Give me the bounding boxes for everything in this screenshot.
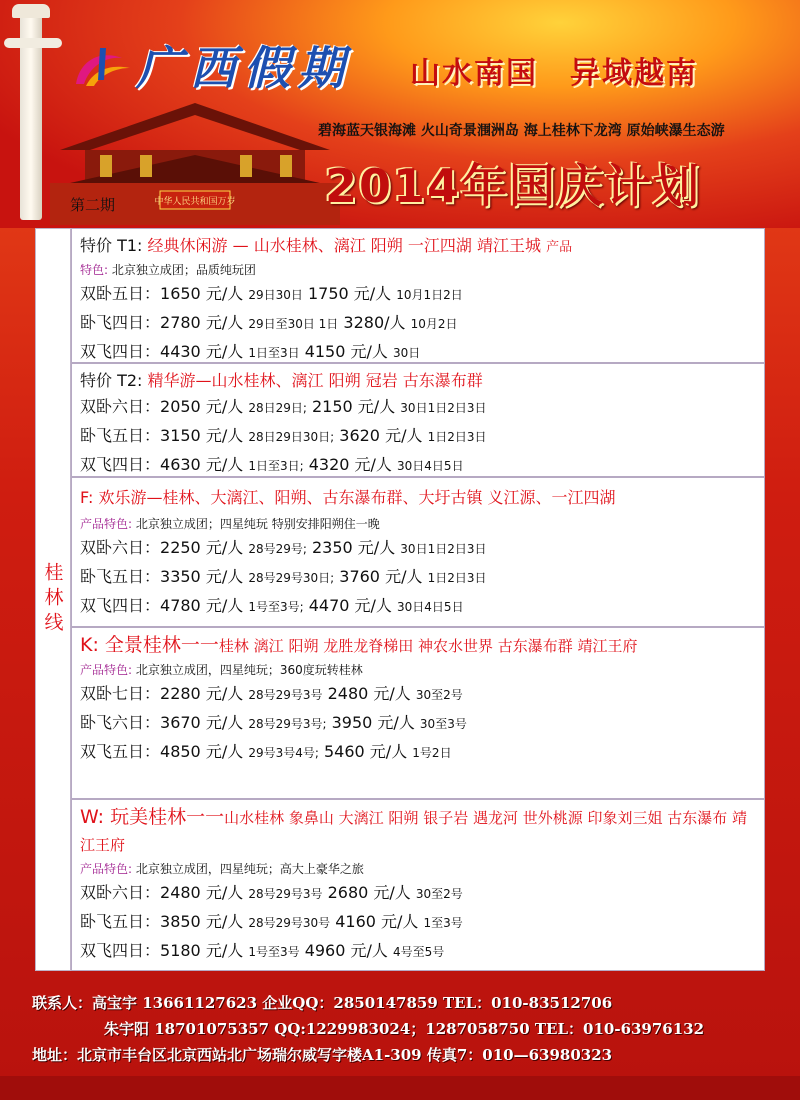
price-field: 1650 元/人 xyxy=(160,284,244,303)
gate-banner-text: 中华人民共和国万岁 xyxy=(154,197,236,207)
price-row xyxy=(80,680,758,709)
price-field: 30至2号 xyxy=(415,887,463,901)
price-field: 卧飞六日： xyxy=(80,713,161,732)
price-field: 1750 元/人 xyxy=(307,284,392,303)
price-row xyxy=(80,451,758,480)
address-row: 地址：北京市丰台区北京西站北广场瑞尔威写字楼A1-309 传真7：010—63980323 xyxy=(32,1046,613,1064)
price-field: 2350 元/人 xyxy=(312,538,396,557)
price-field: 29号3号4号; xyxy=(248,746,319,760)
plan-name: 精华游—山水桂林、漓江 阳朔 冠岩 古东瀑布群 xyxy=(147,371,483,390)
price-row xyxy=(80,280,758,309)
price-field: 30至3号 xyxy=(419,717,467,731)
price-field: 双飞四日： xyxy=(80,342,161,361)
plan-title xyxy=(80,368,758,393)
price-field: 28号29号; xyxy=(248,542,307,556)
price-field: 1日2日3日 xyxy=(427,571,487,585)
contact-footer xyxy=(32,990,792,1068)
price-field: 28日29日30日; xyxy=(248,430,335,444)
feature-text: 北京独立成团，四星纯玩；高大上豪华之旅 xyxy=(135,862,364,876)
plan-title xyxy=(80,632,758,660)
plan-title-tail: 产品 xyxy=(546,240,573,255)
price-field: 2480 元/人 xyxy=(327,684,411,703)
plan-feature xyxy=(80,260,758,280)
plan-title: F: 欢乐游—桂林、大漓江、阳朔、古东瀑布群、大圩古镇 义江源、一江四湖 xyxy=(80,488,616,507)
feature-text: 北京独立成团，四星纯玩；360度玩转桂林 xyxy=(135,663,363,677)
plan-card-t2 xyxy=(71,363,765,477)
price-field: 双飞四日： xyxy=(80,596,161,615)
price-field: 4960 元/人 xyxy=(304,941,388,960)
price-field: 1号至3号 xyxy=(248,945,300,959)
price-field: 卧飞五日： xyxy=(80,567,161,586)
plan-card-k xyxy=(71,627,765,799)
price-row xyxy=(80,592,758,621)
price-field: 4150 元/人 xyxy=(304,342,388,361)
price-field: 3760 元/人 xyxy=(339,567,423,586)
price-field: 双卧六日： xyxy=(80,883,161,902)
plan-name: 经典休闲游 — 山水桂林、漓江 阳朔 一江四湖 靖江王城 xyxy=(147,236,541,255)
price-row xyxy=(80,937,758,966)
issue-number: 第二期 xyxy=(70,196,116,214)
feature-text: 北京独立成团；四星纯玩 特别安排阳朔住一晚 xyxy=(135,517,380,531)
price-field: 28日29日; xyxy=(248,401,307,415)
price-field: 4160 元/人 xyxy=(335,912,419,931)
price-field: 2150 元/人 xyxy=(312,397,396,416)
price-field: 5460 元/人 xyxy=(324,742,408,761)
plan-feature xyxy=(80,859,758,879)
price-field: 29日30日 xyxy=(248,288,303,302)
route-category-text: 桂林线 xyxy=(41,562,64,637)
price-field: 1日至3日; xyxy=(248,459,304,473)
plan-feature xyxy=(80,514,758,534)
price-field: 双卧六日： xyxy=(80,538,161,557)
scenic-spots-tagline: 碧海蓝天银海滩 火山奇景涠洲岛 海上桂林下龙湾 原始峡瀑生态游 xyxy=(318,123,725,139)
route-category-label xyxy=(35,228,71,971)
plan-title xyxy=(80,804,758,859)
price-field: 3950 元/人 xyxy=(331,713,415,732)
plan-title xyxy=(80,233,758,260)
price-field: 30日4日5日 xyxy=(397,459,464,473)
price-field: 卧飞五日： xyxy=(80,912,161,931)
price-field: 双卧五日： xyxy=(80,284,161,303)
contact-row-2: 朱宇阳 18701075357 QQ:1229983024；1287058750 TEL：010-63976132 xyxy=(104,1020,705,1038)
price-field: 4430 元/人 xyxy=(160,342,244,361)
price-field: 29日至30日 1日 xyxy=(248,317,339,331)
slogan: 山水南国 异域越南 xyxy=(410,56,698,91)
plan-feature xyxy=(80,660,758,680)
contact-row-1: 联系人：高宝宇 13661127623 企业QQ：2850147859 TEL：010-83512706 xyxy=(32,994,613,1012)
pillar-wing xyxy=(4,38,62,48)
price-row xyxy=(80,908,758,937)
price-field: 30日1日2日3日 xyxy=(400,401,487,415)
price-field: 3280/人 xyxy=(343,313,406,332)
price-field: 3150 元/人 xyxy=(160,426,244,445)
price-field: 3620 元/人 xyxy=(339,426,423,445)
price-field: 5180 元/人 xyxy=(160,941,244,960)
feature-text: 北京独立成团；品质纯玩团 xyxy=(111,263,256,277)
price-field: 4号至5号 xyxy=(392,945,445,959)
price-field: 2780 元/人 xyxy=(160,313,244,332)
price-field: 双卧七日： xyxy=(80,684,161,703)
price-field: 30日4日5日 xyxy=(397,600,464,614)
plan-route: 桂林 漓江 阳朔 龙胜龙脊梯田 神农水世界 古东瀑布群 靖江王府 xyxy=(218,637,638,655)
price-field: 双飞四日： xyxy=(80,455,161,474)
price-field: 双飞四日： xyxy=(80,941,161,960)
price-row xyxy=(80,738,758,767)
plan-route: 山水桂林 象鼻山 大漓江 阳朔 银子岩 遇龙河 世外桃源 印象刘三姐 古东瀑布 靖江王府 xyxy=(80,809,748,854)
plan-card-f xyxy=(71,477,765,627)
price-field: 3350 元/人 xyxy=(160,567,244,586)
logo-swoosh-icon xyxy=(70,40,136,90)
price-field: 卧飞四日： xyxy=(80,313,161,332)
logo-text: 广西假期 xyxy=(136,41,352,95)
feature-label: 产品特色: xyxy=(80,663,133,677)
price-field: 4320 元/人 xyxy=(308,455,392,474)
price-field: 28号29号30号 xyxy=(248,916,331,930)
price-row xyxy=(80,534,758,563)
price-field: 1号2日 xyxy=(412,746,452,760)
price-field: 2250 元/人 xyxy=(160,538,244,557)
plan-code: W: 玩美桂林一一 xyxy=(80,806,225,828)
price-field: 2480 元/人 xyxy=(160,883,244,902)
price-field: 28号29号3号 xyxy=(248,688,323,702)
price-row xyxy=(80,309,758,338)
plan-prefix: 特价 T1: xyxy=(80,236,143,255)
price-field: 卧飞五日： xyxy=(80,426,161,445)
pillar-cap xyxy=(12,4,50,18)
plan-card-w xyxy=(71,799,765,971)
price-field: 4850 元/人 xyxy=(160,742,244,761)
price-field: 2050 元/人 xyxy=(160,397,244,416)
price-row xyxy=(80,393,758,422)
price-row xyxy=(80,563,758,592)
header-banner xyxy=(0,0,800,228)
bottom-strip xyxy=(0,1076,800,1100)
price-field: 双卧六日： xyxy=(80,397,161,416)
price-field: 30至2号 xyxy=(415,688,463,702)
price-field: 3850 元/人 xyxy=(160,912,244,931)
price-field: 1日2日3日 xyxy=(427,430,487,444)
price-row xyxy=(80,422,758,451)
price-field: 4780 元/人 xyxy=(160,596,244,615)
page-title: 2014年国庆计划 xyxy=(325,159,702,213)
price-field: 双飞五日： xyxy=(80,742,161,761)
price-row xyxy=(80,879,758,908)
price-field: 28号29号3号; xyxy=(248,717,327,731)
price-field: 28号29号30日; xyxy=(248,571,335,585)
price-field: 10月2日 xyxy=(410,317,458,331)
price-field: 1至3号 xyxy=(423,916,463,930)
plan-card-t1 xyxy=(71,228,765,363)
price-field: 30日 xyxy=(392,346,421,360)
feature-label: 产品特色: xyxy=(80,517,133,531)
feature-label: 产品特色: xyxy=(80,862,133,876)
price-field: 2680 元/人 xyxy=(327,883,411,902)
price-field: 10月1日2日 xyxy=(396,288,463,302)
price-field: 1号至3号; xyxy=(248,600,304,614)
price-field: 1日至3日 xyxy=(248,346,300,360)
price-row xyxy=(80,709,758,738)
price-field: 2280 元/人 xyxy=(160,684,244,703)
price-field: 4630 元/人 xyxy=(160,455,244,474)
plan-code: K: 全景桂林一一 xyxy=(80,634,219,656)
feature-label: 特色: xyxy=(80,263,109,277)
price-field: 4470 元/人 xyxy=(308,596,392,615)
price-field: 30日1日2日3日 xyxy=(400,542,487,556)
price-field: 3670 元/人 xyxy=(160,713,244,732)
price-field: 28号29号3号 xyxy=(248,887,323,901)
brand-logo xyxy=(70,30,400,100)
plan-prefix: 特价 T2: xyxy=(80,371,143,390)
